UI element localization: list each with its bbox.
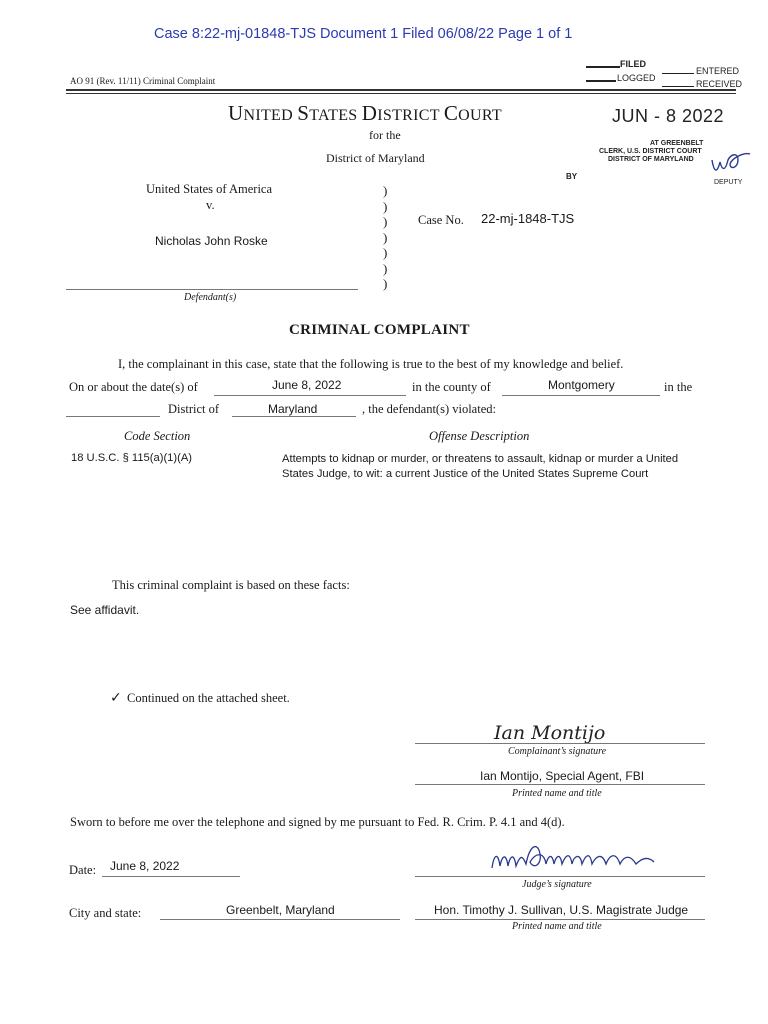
complainant-printed-label: Printed name and title xyxy=(512,788,602,799)
judge-printed-rule xyxy=(415,919,705,920)
judge-signature xyxy=(486,838,658,878)
paren: ) xyxy=(383,260,388,276)
complainant-printed-name: Ian Montijo, Special Agent, FBI xyxy=(480,769,645,783)
stamp-rule xyxy=(586,66,620,68)
deputy-initials-signature xyxy=(708,148,754,178)
city-state-rule xyxy=(160,919,400,920)
stamp-rule xyxy=(586,80,616,82)
complainant-signature: Ian Montijo xyxy=(494,722,606,744)
stamp-location: AT GREENBELT xyxy=(650,140,704,147)
county-value: Montgomery xyxy=(548,378,615,392)
date-line-prefix: On or about the date(s) of xyxy=(69,380,198,394)
stamp-deputy: DEPUTY xyxy=(714,179,743,186)
court-title-part: S xyxy=(297,101,310,125)
continued-label: Continued on the attached sheet. xyxy=(127,691,290,705)
county-rule xyxy=(502,395,660,396)
offense-description-value: Attempts to kidnap or murder, or threatens to assault, kidnap or murder a United States Judge, to wit: a current Justice of the United States Supreme Court xyxy=(282,453,679,480)
date-label: Date: xyxy=(69,863,97,877)
sworn-statement: Sworn to before me over the telephone and signed by me pursuant to Fed. R. Crim. P. 4.1 and 4(d). xyxy=(70,815,565,829)
court-title-part: U xyxy=(228,101,244,125)
stamp-by: BY xyxy=(566,172,578,181)
stamp-logged: LOGGED xyxy=(617,73,656,83)
defendant-rule xyxy=(66,289,358,290)
court-for-the: for the xyxy=(369,128,401,142)
paren: ) xyxy=(383,214,388,229)
city-state-label: City and state: xyxy=(69,906,142,920)
judge-signature-label: Judge’s signature xyxy=(522,879,592,890)
caption-parens xyxy=(383,183,393,292)
code-section-value: 18 U.S.C. § 115(a)(1)(A) xyxy=(71,452,193,464)
complainant-printed-rule xyxy=(415,784,705,785)
court-title-part: NITED xyxy=(243,107,298,124)
judge-printed-label: Printed name and title xyxy=(512,921,602,932)
stamp-filed: FILED xyxy=(620,59,646,69)
facts-value: See affidavit. xyxy=(70,603,140,617)
date-line-suffix: in the xyxy=(664,380,693,394)
district-line-suffix: , the defendant(s) violated: xyxy=(362,402,496,416)
header-rule-thin xyxy=(66,93,736,94)
stamp-rule xyxy=(662,86,694,87)
stamp-entered: ENTERED xyxy=(696,66,740,76)
stamp-received: RECEIVED xyxy=(696,79,743,89)
court-title-part: ISTRICT xyxy=(377,107,444,124)
district-prefix-rule xyxy=(66,416,160,417)
judge-printed-name: Hon. Timothy J. Sullivan, U.S. Magistrate Judge xyxy=(434,903,689,917)
city-state-value: Greenbelt, Maryland xyxy=(226,903,335,917)
county-label: in the county of xyxy=(412,380,491,394)
paren: ) xyxy=(383,183,388,198)
district-rule xyxy=(232,416,356,417)
header-rule xyxy=(66,89,736,91)
court-district: District of Maryland xyxy=(326,151,425,165)
paren: ) xyxy=(383,229,388,245)
court-title-part: C xyxy=(443,101,459,125)
case-no-label: Case No. xyxy=(418,213,464,227)
court-title-part: D xyxy=(361,101,378,125)
case-number: 22-mj-1848-TJS xyxy=(481,211,575,226)
paren: ) xyxy=(383,245,388,260)
paren: ) xyxy=(383,198,388,214)
offense-description-header: Offense Description xyxy=(429,429,530,443)
continued-checkbox[interactable]: ✓ xyxy=(110,690,122,706)
stamp-district: DISTRICT OF MARYLAND xyxy=(608,156,694,163)
complainant-signature-label: Complainant’s signature xyxy=(508,746,607,757)
plaintiff-name: United States of America xyxy=(146,182,273,196)
court-title-part: TATES xyxy=(309,107,362,124)
judge-signature-rule xyxy=(415,876,705,877)
defendant-label: Defendant(s) xyxy=(184,292,237,303)
offense-date: June 8, 2022 xyxy=(272,378,342,392)
paren: ) xyxy=(383,276,388,291)
code-section-header: Code Section xyxy=(124,429,191,443)
stamp-rule xyxy=(662,73,694,74)
complainant-statement: I, the complainant in this case, state that the following is true to the best of my knowledge and belief. xyxy=(118,357,624,371)
versus: v. xyxy=(206,198,215,212)
signing-date-rule xyxy=(102,876,240,877)
district-label: District of xyxy=(168,402,220,416)
signing-date: June 8, 2022 xyxy=(110,859,180,873)
complainant-signature-rule xyxy=(415,743,705,744)
date-rule xyxy=(214,395,406,396)
facts-label: This criminal complaint is based on these facts: xyxy=(112,578,350,592)
defendant-name: Nicholas John Roske xyxy=(155,234,268,248)
form-identifier: AO 91 (Rev. 11/11) Criminal Complaint xyxy=(70,76,216,86)
stamp-date: JUN - 8 2022 xyxy=(612,106,725,126)
case-filing-header: Case 8:22-mj-01848-TJS Document 1 Filed 06/08/22 Page 1 of 1 xyxy=(154,26,573,42)
district-value: Maryland xyxy=(268,402,318,416)
court-title-part: OURT xyxy=(458,107,502,124)
court-title xyxy=(228,101,502,126)
stamp-clerk: CLERK, U.S. DISTRICT COURT xyxy=(599,148,702,155)
document-title: CRIMINAL COMPLAINT xyxy=(289,322,470,338)
